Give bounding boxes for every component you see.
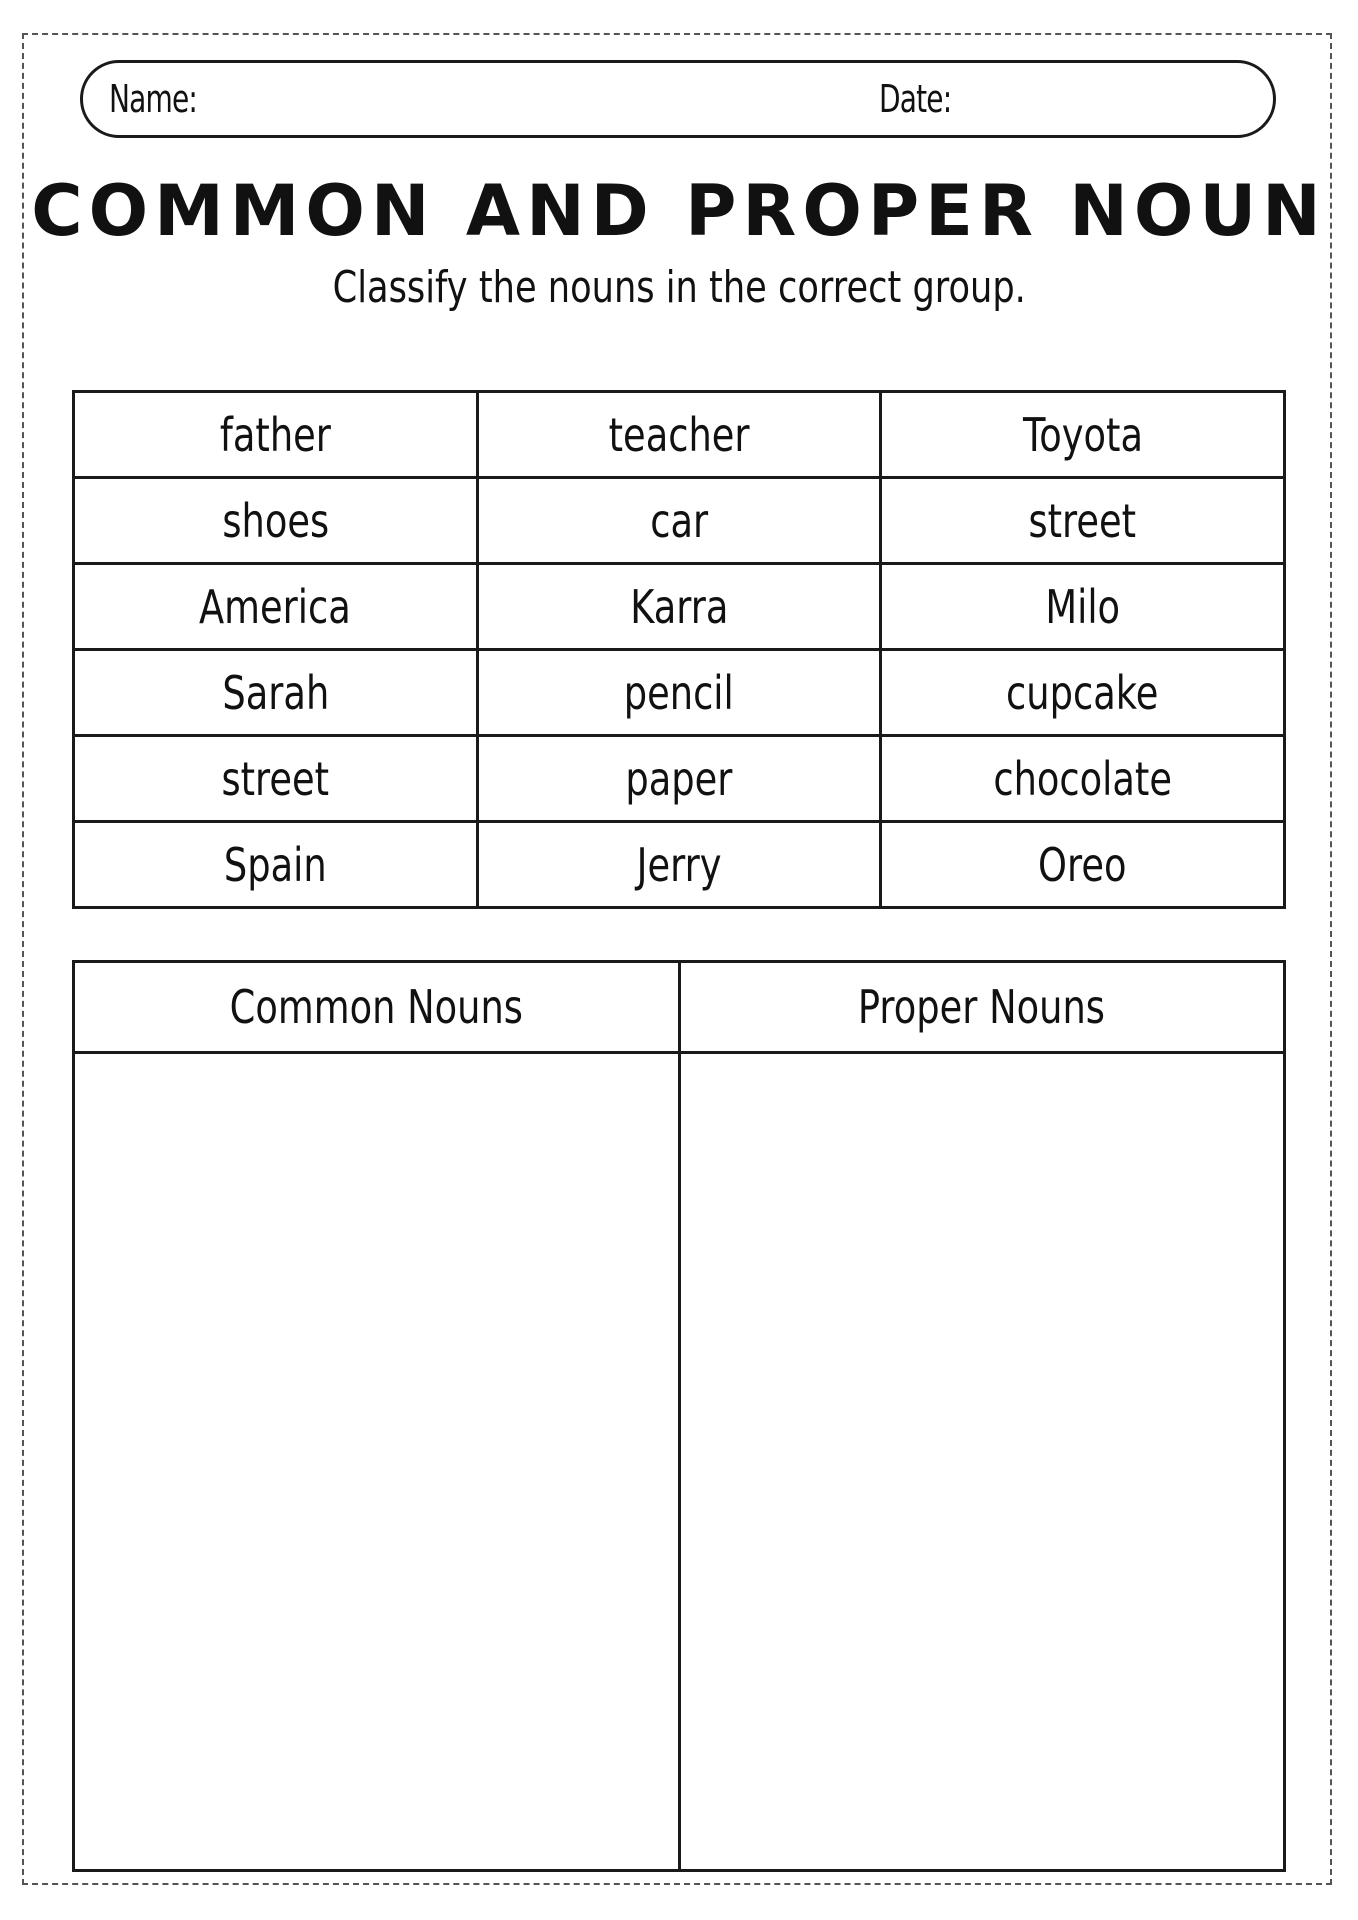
word-bank-row: [74, 736, 1285, 822]
word-bank-row: [74, 822, 1285, 908]
worksheet-title: COMMON AND PROPER NOUN: [31, 170, 1327, 252]
word-bank-row: [74, 478, 1285, 564]
word-cell: cupcake: [881, 650, 1285, 736]
word-cell: street: [881, 478, 1285, 564]
worksheet-instructions: Classify the nouns in the correct group.: [332, 262, 1026, 313]
classification-header-row: [74, 962, 1285, 1053]
common-nouns-header: Common Nouns: [74, 962, 680, 1053]
word-cell: street: [74, 736, 478, 822]
word-cell: Milo: [881, 564, 1285, 650]
word-bank-row: [74, 392, 1285, 478]
name-label: Name:: [109, 77, 198, 121]
common-nouns-answer-area: [74, 1053, 680, 1871]
word-cell: Jerry: [477, 822, 881, 908]
proper-nouns-answer-area: [679, 1053, 1285, 1871]
word-cell: chocolate: [881, 736, 1285, 822]
date-label: Date:: [879, 77, 952, 121]
word-bank-table: [72, 390, 1286, 909]
word-cell: car: [477, 478, 881, 564]
word-cell: Sarah: [74, 650, 478, 736]
word-cell: shoes: [74, 478, 478, 564]
word-cell: Spain: [74, 822, 478, 908]
word-cell: father: [74, 392, 478, 478]
word-bank-row: [74, 650, 1285, 736]
word-cell: America: [74, 564, 478, 650]
word-cell: Toyota: [881, 392, 1285, 478]
word-cell: teacher: [477, 392, 881, 478]
classification-answer-row: [74, 1053, 1285, 1871]
word-cell: paper: [477, 736, 881, 822]
word-cell: Oreo: [881, 822, 1285, 908]
word-cell: pencil: [477, 650, 881, 736]
classification-table: [72, 960, 1286, 1872]
word-bank-row: [74, 564, 1285, 650]
word-cell: Karra: [477, 564, 881, 650]
proper-nouns-header: Proper Nouns: [679, 962, 1285, 1053]
name-date-bar: [80, 60, 1276, 138]
